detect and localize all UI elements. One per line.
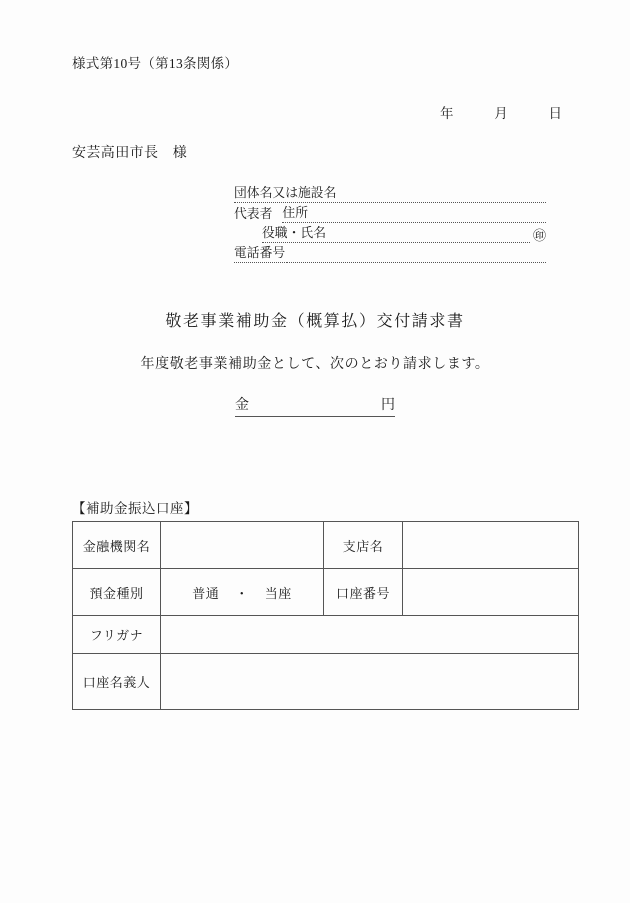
account-number-label: 口座番号 [324, 569, 403, 616]
body-text: 年度敬老事業補助金として、次のとおり請求します。 [140, 357, 490, 372]
phone-label: 電話番号 [234, 242, 285, 263]
account-number-value[interactable] [403, 569, 579, 616]
date-month-label: 月 [494, 106, 508, 121]
date-line [440, 102, 562, 122]
address-input-rule[interactable] [309, 209, 546, 223]
deposit-type-value[interactable] [161, 569, 324, 616]
account-holder-value[interactable] [161, 654, 579, 710]
table-row [73, 522, 579, 569]
deposit-type-choices [163, 583, 321, 602]
date-year-label: 年 [440, 106, 454, 121]
seal-icon: ㊞ [532, 228, 546, 243]
title-name-label: 役職・氏名 [262, 222, 326, 243]
bank-section-heading: 【補助金振込口座】 [72, 501, 198, 516]
bank-name-value[interactable] [161, 522, 324, 569]
bank-name-label: 金融機関名 [73, 522, 161, 569]
page-title: 敬老事業補助金（概算払）交付請求書 [165, 313, 465, 330]
organization-row [234, 183, 546, 203]
amount-line [235, 394, 395, 417]
deposit-type-ordinary[interactable]: 普通 [192, 585, 220, 601]
organization-label: 団体名又は施設名 [234, 182, 336, 203]
branch-name-value[interactable] [403, 522, 579, 569]
representative-label: 代表者 [234, 207, 273, 221]
table-row [73, 616, 579, 654]
representative-address-row [234, 203, 546, 223]
addressee: 安芸高田市長 様 [72, 146, 188, 161]
deposit-type-label: 預金種別 [73, 569, 161, 616]
organization-input-rule[interactable] [337, 189, 546, 203]
amount-suffix: 円 [381, 398, 395, 413]
title-name-row [234, 223, 546, 243]
date-day-label: 日 [548, 106, 562, 121]
table-row [73, 569, 579, 616]
furigana-value[interactable] [161, 616, 579, 654]
title-name-input-rule[interactable] [327, 229, 530, 243]
form-number: 様式第10号（第13条関係） [72, 56, 239, 71]
deposit-type-separator: ・ [235, 585, 249, 601]
branch-name-label: 支店名 [324, 522, 403, 569]
amount-prefix: 金 [235, 398, 249, 413]
phone-input-rule[interactable] [286, 249, 546, 263]
phone-row [234, 243, 546, 263]
account-holder-label: 口座名義人 [73, 654, 161, 710]
deposit-type-current[interactable]: 当座 [264, 585, 292, 601]
table-row [73, 654, 579, 710]
address-label: 住所 [282, 202, 308, 223]
applicant-block [234, 183, 546, 263]
bank-account-table [72, 521, 579, 710]
furigana-label: フリガナ [73, 616, 161, 654]
